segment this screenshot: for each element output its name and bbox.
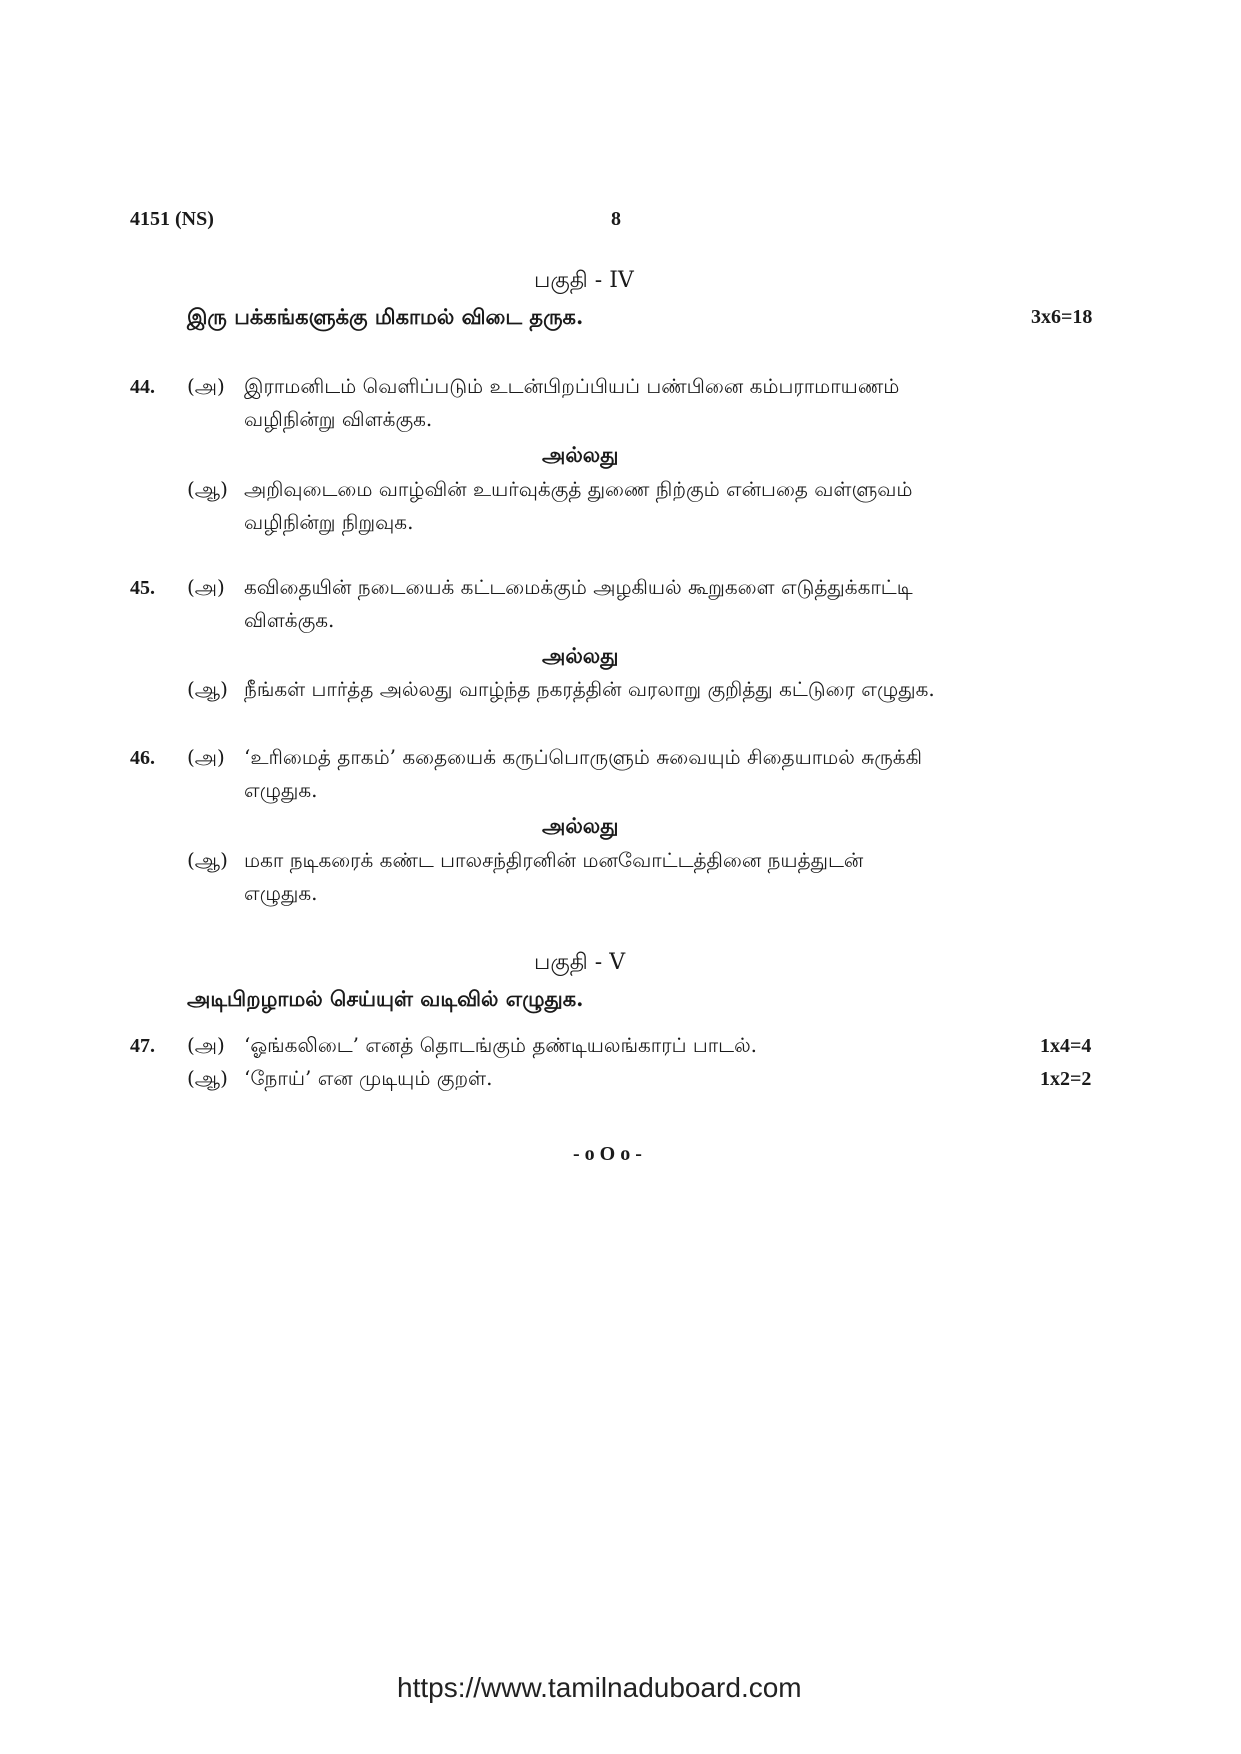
question-number: 46. — [130, 747, 155, 769]
section-instruction-part-4: இரு பக்கங்களுக்கு மிகாமல் விடை தருக. — [187, 304, 584, 329]
question-text: வழிநின்று விளக்குக. — [244, 407, 433, 431]
section-instruction-part-5: அடிபிறழாமல் செய்யுள் வடிவில் எழுதுக. — [187, 986, 584, 1011]
option-label: (ஆ) — [187, 848, 228, 872]
section-marks-part-4: 3x6=18 — [1031, 306, 1093, 328]
question-text: கவிதையின் நடையைக் கட்டமைக்கும் அழகியல் கூறுகளை எடுத்துக்காட்டி — [244, 575, 913, 599]
or-separator: அல்லது — [542, 813, 619, 838]
or-separator: அல்லது — [542, 442, 619, 467]
paper-code: 4151 (NS) — [130, 208, 214, 230]
end-of-paper-mark: - o O o - — [573, 1143, 642, 1165]
question-text: ‘உரிமைத் தாகம்’ கதையைக் கருப்பொருளும் சுவையும் சிதையாமல் சுருக்கி — [244, 745, 922, 769]
question-text: வழிநின்று நிறுவுக. — [244, 510, 414, 534]
question-text: மகா நடிகரைக் கண்ட பாலசந்திரனின் மனவோட்டத்தினை நயத்துடன் — [244, 848, 864, 872]
question-text: நீங்கள் பார்த்த அல்லது வாழ்ந்த நகரத்தின் வரலாறு குறித்து கட்டுரை எழுதுக. — [244, 677, 935, 701]
option-label: (அ) — [187, 1033, 225, 1057]
page-number: 8 — [611, 208, 621, 230]
option-label: (ஆ) — [187, 477, 228, 501]
question-text: அறிவுடைமை வாழ்வின் உயர்வுக்குத் துணை நிற்கும் என்பதை வள்ளுவம் — [244, 477, 913, 501]
question-text: எழுதுக. — [244, 778, 318, 802]
section-title-part-4: பகுதி - IV — [534, 268, 634, 293]
question-text: விளக்குக. — [244, 608, 335, 632]
section-title-part-5: பகுதி - V — [534, 950, 626, 975]
question-marks: 1x4=4 — [1040, 1035, 1092, 1057]
question-text: ‘நோய்’ என முடியும் குறள். — [244, 1066, 493, 1090]
question-text: ‘ஓங்கலிடை’ எனத் தொடங்கும் தண்டியலங்காரப் பாடல். — [244, 1033, 758, 1057]
option-label: (ஆ) — [187, 677, 228, 701]
question-number: 47. — [130, 1035, 155, 1057]
option-label: (அ) — [187, 745, 225, 769]
question-marks: 1x2=2 — [1040, 1068, 1092, 1090]
footer-url-link[interactable]: https://www.tamilnaduboard.com — [397, 1672, 802, 1703]
question-text: இராமனிடம் வெளிப்படும் உடன்பிறப்பியப் பண்பினை கம்பராமாயணம் — [244, 374, 900, 398]
option-label: (ஆ) — [187, 1066, 228, 1090]
question-number: 45. — [130, 577, 155, 599]
question-text: எழுதுக. — [244, 881, 318, 905]
option-label: (அ) — [187, 374, 225, 398]
option-label: (அ) — [187, 575, 225, 599]
question-number: 44. — [130, 376, 155, 398]
or-separator: அல்லது — [542, 643, 619, 668]
